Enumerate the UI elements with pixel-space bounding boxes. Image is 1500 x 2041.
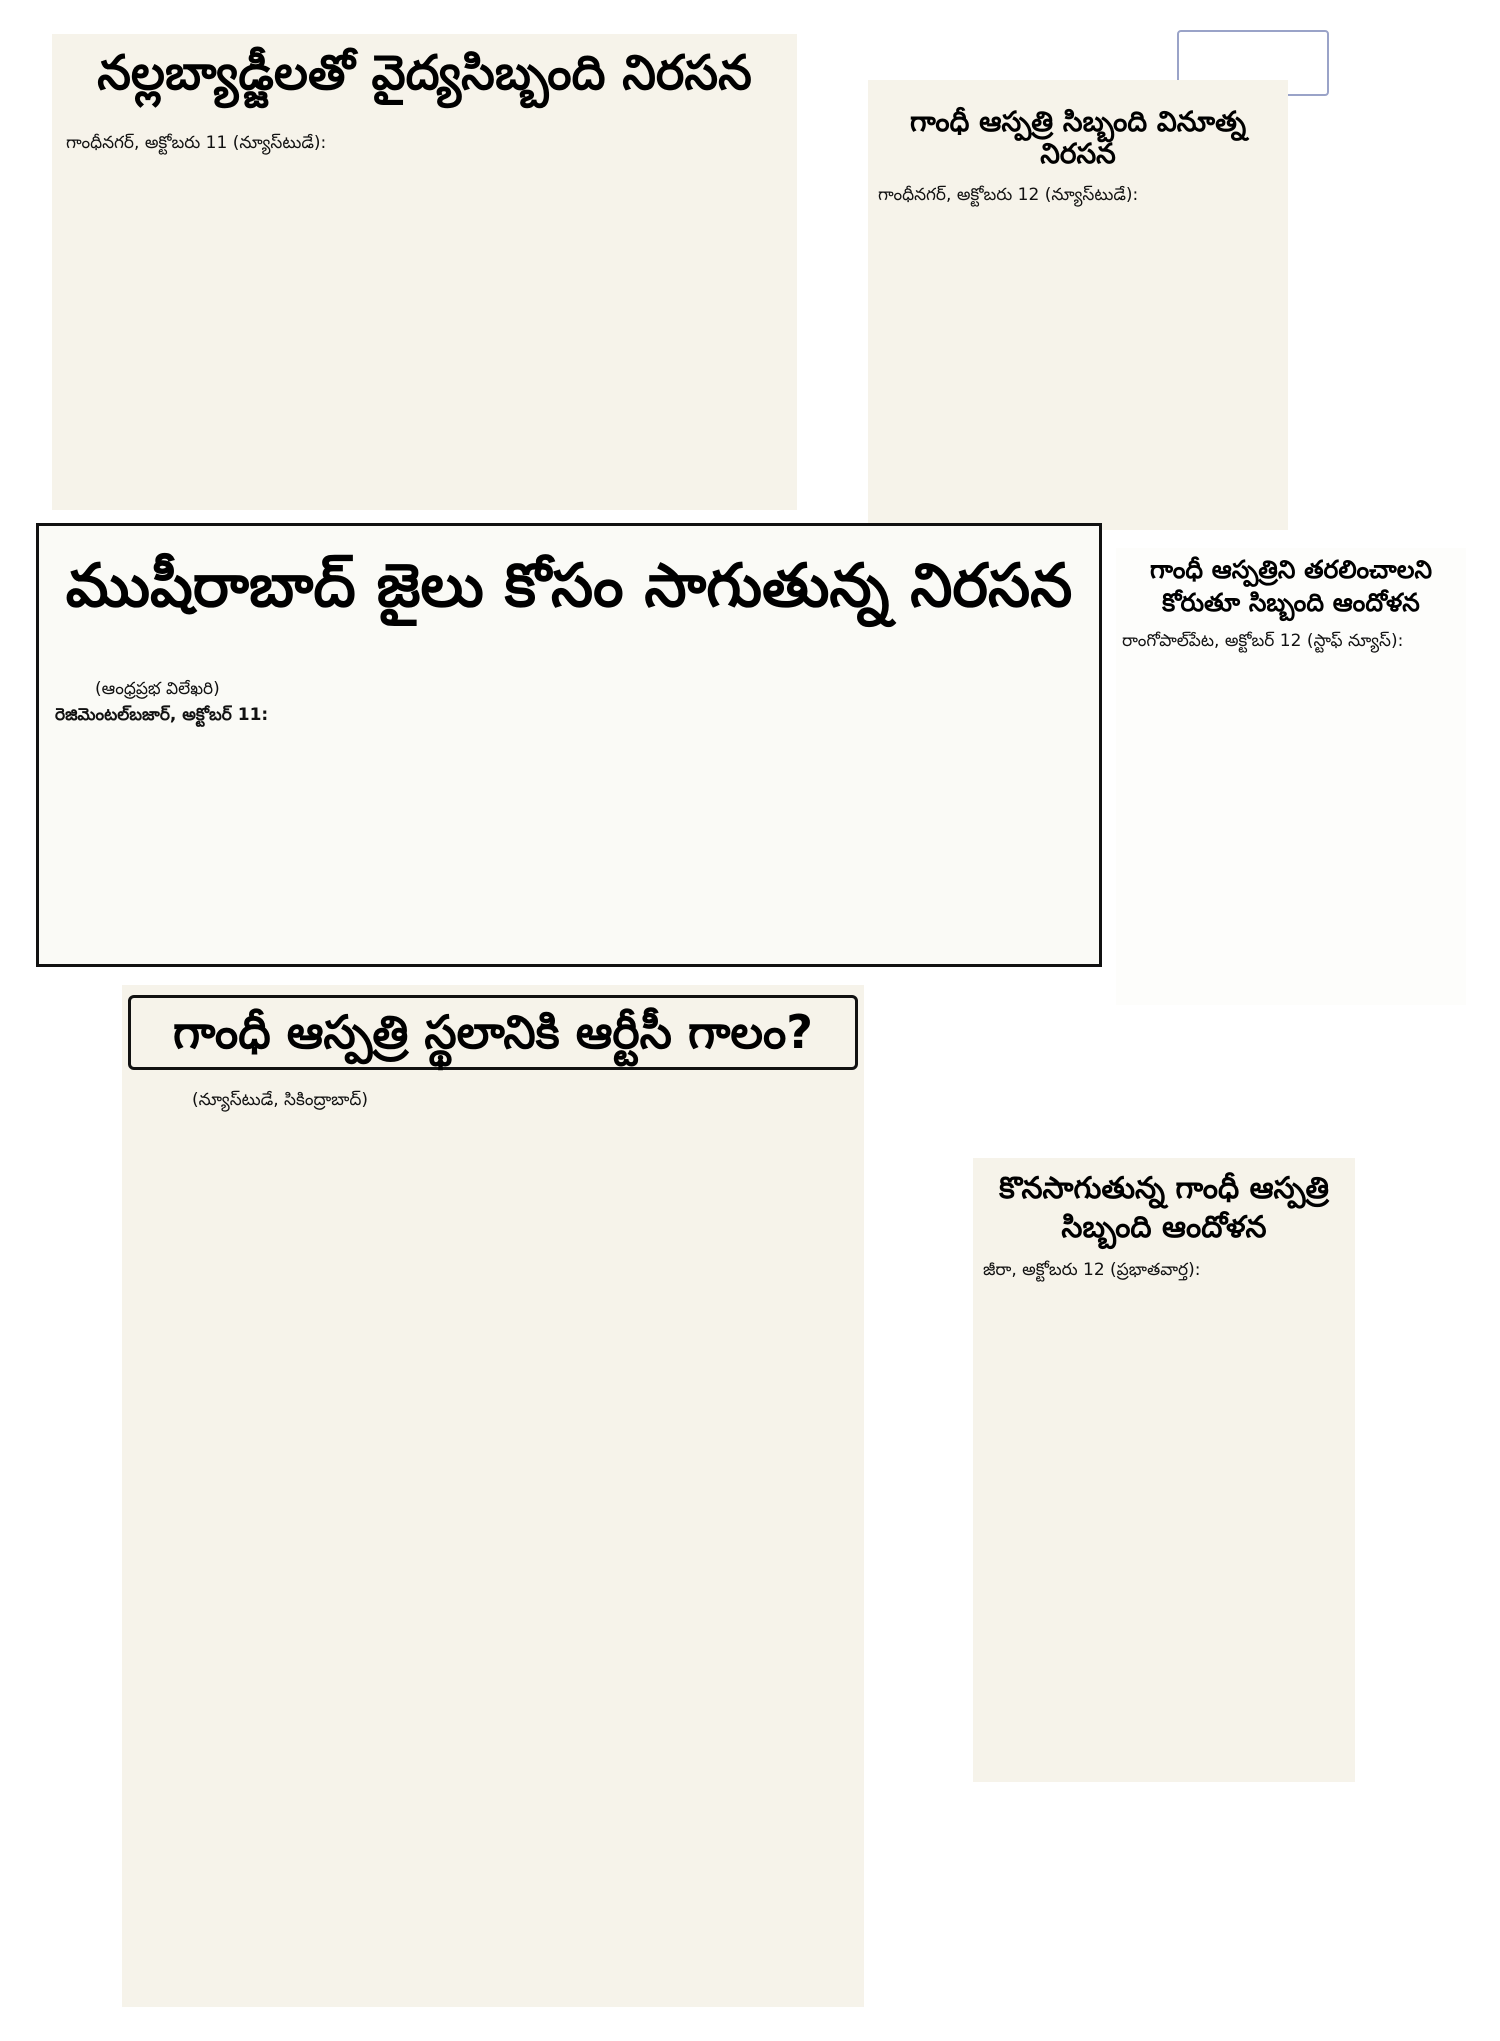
dateline: రాంగోపాల్‌పేట, అక్టోబర్ 12 (స్టాఫ్ న్యూస్): [1122, 630, 1404, 651]
headline-line-2: కోరుతూ సిబ్బంది ఆందోళన [1162, 587, 1420, 617]
headline: నల్లబ్యాడ్జీలతో వైద్యసిబ్బంది నిరసన [97, 45, 752, 101]
article-column-1 [66, 130, 411, 156]
article-column-1 [132, 1087, 492, 1113]
headline: ముషీరాబాద్ జైలు కోసం సాగుతున్న నిరసన [65, 551, 1073, 621]
article-column-1 [55, 676, 389, 729]
article-black-badges-protest [52, 34, 797, 510]
headline-line-2: సిబ్బంది ఆందోళన [1061, 1209, 1267, 1245]
dateline: గాంధీనగర్, అక్టోబరు 12 (న్యూస్‌టుడే): [878, 185, 1139, 206]
article-rtc-eye-on-land [122, 985, 864, 2007]
headline: గాంధీ ఆస్పత్రి స్థలానికి ఆర్టీసీ గాలం? [128, 995, 858, 1070]
article-innovative-protest [868, 80, 1288, 530]
source-line: (ఆంధ్రప్రభ విలేఖరి) [95, 679, 220, 699]
headline-line-1: కొనసాగుతున్న గాంధీ ఆస్పత్రి [999, 1171, 1329, 1206]
dateline: గాంధీనగర్, అక్టోబరు 11 (న్యూస్‌టుడే): [66, 133, 327, 153]
article-continuing-agitation [973, 1158, 1355, 1782]
dateline: జీరా, అక్టోబరు 12 (ప్రభాతవార్త): [983, 1260, 1201, 1280]
dateline: రెజిమెంటల్‌బజార్, అక్టోబర్ 11: [55, 705, 269, 726]
headline: గాంధీ ఆస్పత్రి సిబ్బంది వినూత్న నిరసన [909, 105, 1247, 171]
article-musheerabad-jail [36, 523, 1102, 967]
source-line: (న్యూస్‌టుడే, సికింద్రాబాద్) [192, 1090, 369, 1110]
headline-line-1: గాంధీ ఆస్పత్రిని తరలించాలని [1149, 555, 1433, 584]
article-staff-agitation [1116, 548, 1466, 1005]
